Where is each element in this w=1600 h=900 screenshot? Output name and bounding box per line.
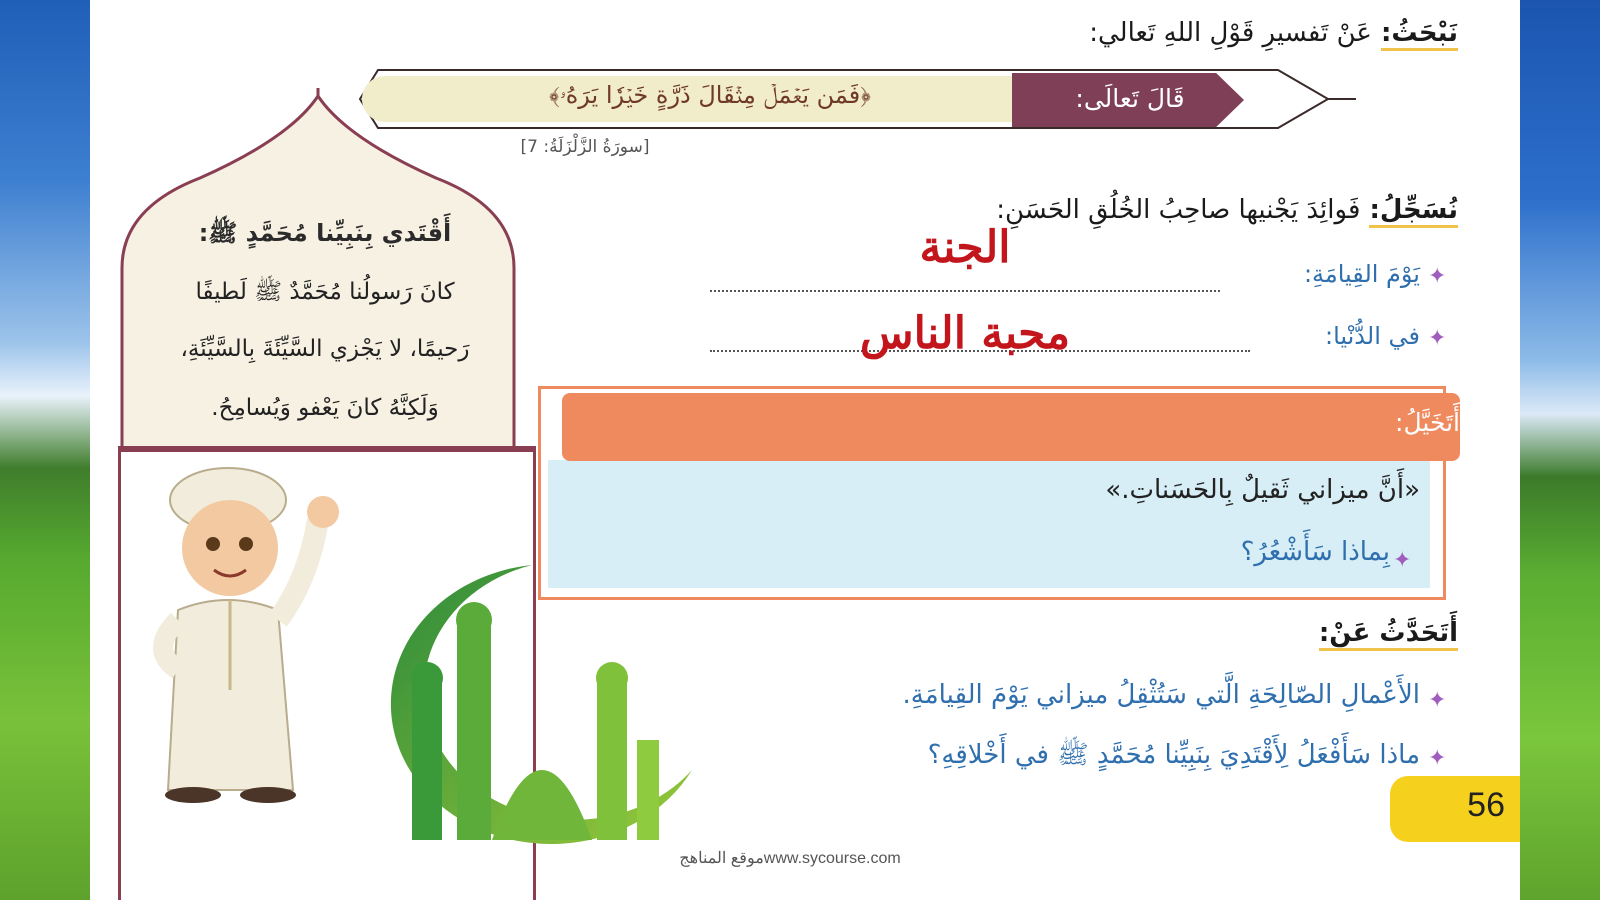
talk-key: أَتَحَدَّثُ عَنْ: xyxy=(1319,618,1458,651)
background-right xyxy=(1520,0,1600,900)
header-text: عَنْ تَفسيرِ قَوْلِ اللهِ تَعالي: xyxy=(1089,18,1372,48)
talk-item-1: الأَعْمالِ الصّالِحَةِ الَّتي سَتُثْقِلُ ميزاني يَوْمَ القِيامَةِ. xyxy=(902,680,1420,710)
record-answer-1: الجنة xyxy=(919,222,1011,273)
page-number: 56 xyxy=(1467,786,1505,824)
record-blank-1 xyxy=(710,290,1220,292)
imagine-quote: «أَنَّ ميزاني ثَقيلٌ بِالحَسَناتِ.» xyxy=(1105,475,1420,505)
imagine-label: أَتَخَيَّلُ: xyxy=(1395,408,1460,437)
crescent-mosque-illustration xyxy=(352,560,712,845)
card-line-3: وَلَكِنَّهُ كانَ يَعْفو وَيُسامِحُ. xyxy=(211,395,439,421)
imagine-bullet: ✦ xyxy=(1393,548,1412,573)
card-line-1: كانَ رَسولُنا مُحَمَّدٌ ﷺ لَطيفًا xyxy=(195,279,455,305)
record-bullet-2: ✦ xyxy=(1428,326,1447,351)
talk-bullet-2: ✦ xyxy=(1428,746,1447,771)
talk-heading xyxy=(1150,618,1458,648)
card-line-2: رَحيمًا، لا يَجْزي السَّيِّئَةَ بِالسَّيِّئَةِ، xyxy=(180,336,470,362)
surah-reference: [سورَةُ الزَّلْزَلَةُ: 7] xyxy=(520,137,650,157)
header-key: نَبْحَثُ: xyxy=(1381,18,1458,51)
talk-bullet-1: ✦ xyxy=(1428,688,1447,713)
record-heading xyxy=(690,195,1458,225)
footer-website: موقع المناهجwww.sycourse.com xyxy=(679,850,901,867)
talk-item-2: ماذا سَأَفْعَلُ لِأَقْتَدِيَ بِنَبِيِّنا مُحَمَّدٍ ﷺ في أَخْلاقِهِ؟ xyxy=(927,740,1420,770)
verse-label: قَالَ تَعالَى: xyxy=(1075,84,1185,113)
record-text: فَوائِدَ يَجْنيها صاحِبُ الخُلُقِ الحَسَنِ: xyxy=(996,195,1361,225)
record-answer-2: محبة الناس xyxy=(859,308,1071,359)
header-research xyxy=(790,18,1458,48)
imagine-question: بِماذا سَأَشْعُرُ؟ xyxy=(1240,537,1390,567)
record-label-2: في الدُّنْيا: xyxy=(1324,322,1420,350)
card-title: أَقْتَدي بِنَبِيِّنا مُحَمَّدٍ ﷺ: xyxy=(198,219,452,247)
verse-text: ﴿فَمَن يَعۡمَلۡ مِثۡقَالَ ذَرَّةٍ خَيۡرٗا يَرَهُۥ﴾ xyxy=(549,81,871,109)
background-left xyxy=(0,0,90,900)
record-label-1: يَوْمَ القِيامَةِ: xyxy=(1303,260,1420,288)
record-key: نُسَجِّلُ: xyxy=(1369,195,1458,228)
record-bullet-1: ✦ xyxy=(1428,264,1447,289)
boy-illustration xyxy=(118,460,378,830)
textbook-page xyxy=(90,0,1520,900)
